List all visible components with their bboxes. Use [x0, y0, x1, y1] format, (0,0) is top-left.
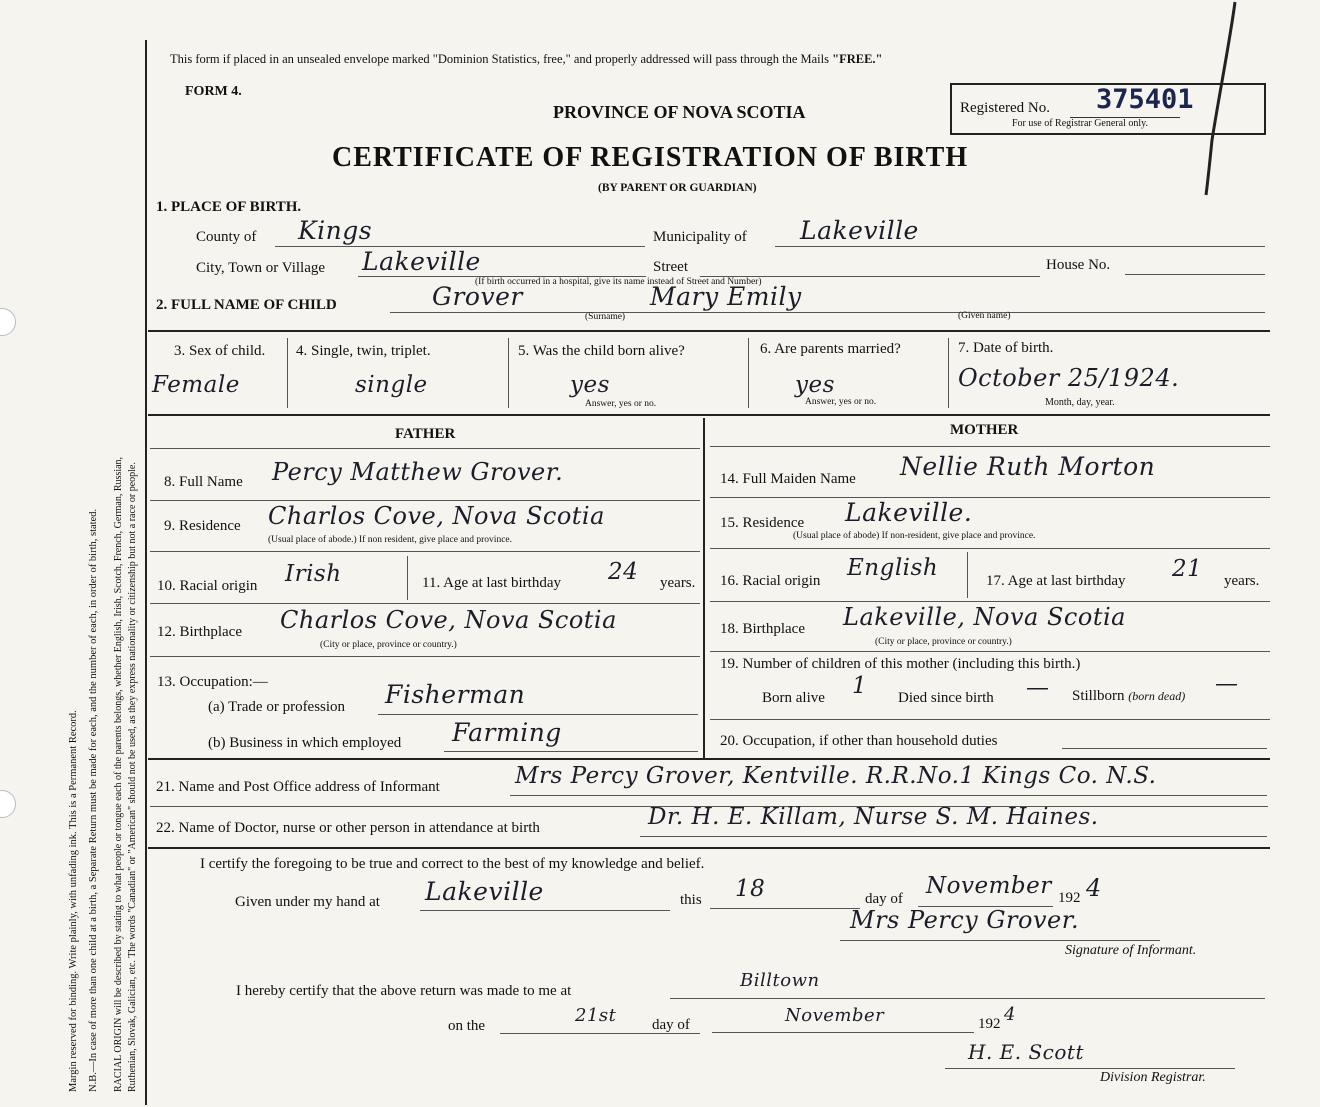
father-row-rule-4: [150, 656, 700, 657]
registrar-year-digit: 4: [1004, 1004, 1016, 1025]
informant-signature-caption: Signature of Informant.: [1065, 943, 1197, 958]
alive-value: yes: [570, 372, 610, 398]
given-place-line: [420, 910, 670, 911]
born-alive-label: Born alive: [762, 690, 825, 706]
registered-underline: [1070, 117, 1180, 118]
registrar-note: For use of Registrar General only.: [1012, 118, 1148, 129]
informant-signature-line: [840, 940, 1160, 941]
municipality-value: Lakeville: [800, 216, 919, 245]
margin-note-multiple-births: N.B.—In case of more than one child at a birth, a Separate Return must be made for each, and the number of each, in order of birth, stated.: [88, 508, 99, 1092]
dob-caption: Month, day, year.: [1045, 397, 1115, 408]
father-trade-value: Fisherman: [385, 680, 526, 709]
cell-divider-a: [287, 338, 288, 408]
doctor-value: Dr. H. E. Killam, Nurse S. M. Haines.: [648, 804, 1099, 830]
father-business-line: [444, 751, 698, 752]
certification-year-digit: 4: [1086, 874, 1102, 902]
certificate-title: CERTIFICATE OF REGISTRATION OF BIRTH: [332, 142, 969, 173]
mother-residence-value: Lakeville.: [845, 498, 973, 527]
registrar-year-prefix: 192: [978, 1016, 1001, 1032]
cell-divider-c: [748, 338, 749, 408]
mother-birthplace-label: 18. Birthplace: [720, 621, 805, 637]
city-value: Lakeville: [362, 247, 481, 276]
father-business-label: (b) Business in which employed: [208, 735, 402, 751]
father-name-label: 8. Full Name: [164, 474, 243, 490]
informant-signature: Mrs Percy Grover.: [850, 906, 1080, 934]
certification-year-prefix: 192: [1058, 890, 1081, 906]
mother-heading-rule: [710, 446, 1270, 447]
registrar-day: 21st: [575, 1005, 617, 1026]
place-of-birth-label: 1. PLACE OF BIRTH.: [156, 199, 302, 215]
registrar-signature: H. E. Scott: [968, 1040, 1084, 1064]
mother-residence-label: 15. Residence: [720, 515, 805, 531]
father-business-value: Farming: [452, 718, 562, 747]
city-label: City, Town or Village: [196, 260, 326, 276]
plurality-label: 4. Single, twin, triplet.: [296, 343, 431, 359]
form-left-border: [145, 40, 147, 1105]
father-row-rule-2: [150, 551, 700, 552]
died-since-birth-value: —: [1026, 675, 1050, 701]
informant-value: Mrs Percy Grover, Kentville. R.R.No.1 Kings Co. N.S.: [515, 763, 1157, 789]
registrar-on-the-label: on the: [448, 1018, 486, 1034]
married-label: 6. Are parents married?: [760, 341, 901, 357]
married-value: yes: [795, 372, 835, 398]
father-birthplace-caption: (City or place, province or country.): [320, 640, 457, 650]
pen-stroke-mark: [1190, 0, 1250, 200]
mother-row-rule-3: [710, 601, 1270, 602]
registrar-month: November: [785, 1005, 885, 1026]
county-value: Kings: [298, 216, 373, 245]
mother-row-rule-1: [710, 497, 1270, 498]
mother-cell-divider: [967, 552, 968, 598]
registrar-statement: I hereby certify that the above return was made to me at: [236, 983, 572, 999]
mother-residence-caption: (Usual place of abode) If non-resident, give place and province.: [793, 531, 1036, 541]
died-since-birth-label: Died since birth: [898, 690, 994, 706]
mother-age-label: 17. Age at last birthday: [986, 573, 1126, 589]
plurality-value: single: [355, 372, 428, 398]
born-alive-value: 1: [852, 673, 868, 699]
mother-row-rule-5: [710, 719, 1270, 720]
father-heading-rule: [150, 448, 700, 449]
form-number: FORM 4.: [185, 84, 242, 99]
mother-age-value: 21: [1172, 556, 1203, 582]
municipality-line: [775, 246, 1265, 247]
father-row-rule-1: [150, 500, 700, 501]
stillborn-value: —: [1215, 671, 1239, 697]
street-label: Street: [653, 259, 688, 275]
father-race-label: 10. Racial origin: [157, 578, 258, 594]
certification-day: 18: [735, 876, 766, 902]
mother-years-label: years.: [1224, 573, 1260, 589]
margin-note-racial-origin-cont: Ruthenian, Slovak, Galician, etc. The words "Canadian" or "American" should not be used, as they express nationality or citizenship but not a race or people.: [127, 462, 138, 1092]
hospital-note: (If birth occurred in a hospital, give its name instead of Street and Number): [475, 277, 762, 287]
county-label: County of: [196, 229, 257, 245]
doctor-label: 22. Name of Doctor, nurse or other person in attendance at birth: [156, 820, 540, 836]
house-no-label: House No.: [1046, 257, 1111, 273]
child-given-name: Mary Emily: [650, 282, 802, 311]
child-surname: Grover: [432, 282, 523, 311]
mother-occupation-line: [1062, 748, 1267, 749]
child-name-line: [390, 312, 1265, 313]
father-occupation-label: 13. Occupation:—: [157, 674, 268, 690]
row-divider-1: [148, 330, 1270, 332]
father-name-value: Percy Matthew Grover.: [272, 458, 564, 486]
father-trade-label: (a) Trade or profession: [208, 699, 346, 715]
father-residence-label: 9. Residence: [164, 518, 241, 534]
surname-caption: (Surname): [585, 312, 626, 322]
this-label: this: [680, 892, 702, 908]
father-years-label: years.: [660, 575, 696, 591]
informant-line: [510, 795, 1267, 796]
father-trade-line: [378, 714, 698, 715]
certificate-subtitle: (BY PARENT OR GUARDIAN): [598, 182, 757, 194]
mother-row-rule-2: [710, 548, 1270, 549]
father-residence-value: Charlos Cove, Nova Scotia: [268, 502, 605, 530]
mother-row-rule-4: [710, 651, 1270, 652]
registrar-month-line: [712, 1032, 974, 1033]
cell-divider-b: [508, 338, 509, 408]
registrar-signature-line: [945, 1068, 1235, 1069]
province-heading: PROVINCE OF NOVA SCOTIA: [553, 102, 806, 122]
registered-label: Registered No.: [960, 100, 1050, 116]
mother-name-value: Nellie Ruth Morton: [900, 452, 1156, 481]
father-cell-divider: [407, 556, 408, 600]
father-birthplace-value: Charlos Cove, Nova Scotia: [280, 606, 617, 634]
mother-race-label: 16. Racial origin: [720, 573, 821, 589]
house-no-line: [1125, 274, 1265, 275]
parents-center-divider: [703, 418, 705, 758]
mother-race-value: English: [847, 555, 939, 581]
mother-name-label: 14. Full Maiden Name: [720, 471, 856, 487]
child-name-label: 2. FULL NAME OF CHILD: [156, 297, 337, 313]
mother-birthplace-caption: (City or place, province or country.): [875, 637, 1012, 647]
registrar-day-of-label: day of: [652, 1017, 690, 1033]
registered-number: 375401: [1096, 84, 1194, 115]
given-name-caption: (Given name): [958, 311, 1011, 321]
certification-statement: I certify the foregoing to be true and correct to the best of my knowledge and belief.: [200, 856, 705, 872]
children-count-label: 19. Number of children of this mother (including this birth.): [720, 656, 1081, 672]
doctor-line: [640, 836, 1267, 837]
punch-hole-bottom: [0, 790, 16, 818]
sex-label: 3. Sex of child.: [174, 343, 266, 359]
sex-value: Female: [152, 372, 240, 398]
married-caption: Answer, yes or no.: [805, 397, 877, 407]
margin-note-racial-origin: RACIAL ORIGIN will be described by stating to what people or tongue each of the parents belongs, whether English, Irish, Scotch, French, German, Russian,: [113, 456, 124, 1092]
registrar-place: Billtown: [740, 970, 820, 991]
alive-label: 5. Was the child born alive?: [518, 343, 685, 359]
father-residence-caption: (Usual place of abode.) If non resident, give place and province.: [268, 535, 512, 545]
registrar-caption: Division Registrar.: [1100, 1070, 1206, 1085]
certification-month: November: [926, 873, 1052, 899]
cell-divider-d: [948, 338, 949, 408]
father-age-value: 24: [608, 559, 639, 585]
father-birthplace-label: 12. Birthplace: [157, 624, 242, 640]
given-place-value: Lakeville: [425, 877, 544, 906]
certification-day-of-label: day of: [865, 891, 903, 907]
row-divider-4: [148, 847, 1270, 849]
municipality-label: Municipality of: [653, 229, 747, 245]
father-row-rule-3: [150, 603, 700, 604]
father-age-label: 11. Age at last birthday: [422, 575, 561, 591]
mother-heading: MOTHER: [950, 422, 1019, 438]
mail-notice: This form if placed in an unsealed envelope marked "Dominion Statistics, free," and properly addressed will pass through the Mails "FREE.": [170, 52, 883, 66]
certification-day-line: [710, 908, 860, 909]
punch-hole-top: [0, 308, 16, 336]
row-divider-2: [148, 414, 1270, 416]
mother-birthplace-value: Lakeville, Nova Scotia: [843, 603, 1126, 631]
father-heading: FATHER: [395, 426, 456, 442]
row-divider-3: [148, 758, 1270, 760]
informant-label: 21. Name and Post Office address of Informant: [156, 779, 440, 795]
margin-note-binding: Margin reserved for binding. Write plainly, with unfading ink. This is a Permanent Record.: [68, 710, 79, 1092]
mother-occupation-label: 20. Occupation, if other than household duties: [720, 733, 998, 749]
stillborn-label: Stillborn (born dead): [1072, 688, 1186, 704]
alive-caption: Answer, yes or no.: [585, 399, 657, 409]
dob-value: October 25/1924.: [958, 364, 1180, 392]
registrar-place-line: [670, 998, 1265, 999]
dob-label: 7. Date of birth.: [958, 340, 1054, 356]
father-race-value: Irish: [285, 561, 342, 587]
given-under-hand-label: Given under my hand at: [235, 894, 380, 910]
